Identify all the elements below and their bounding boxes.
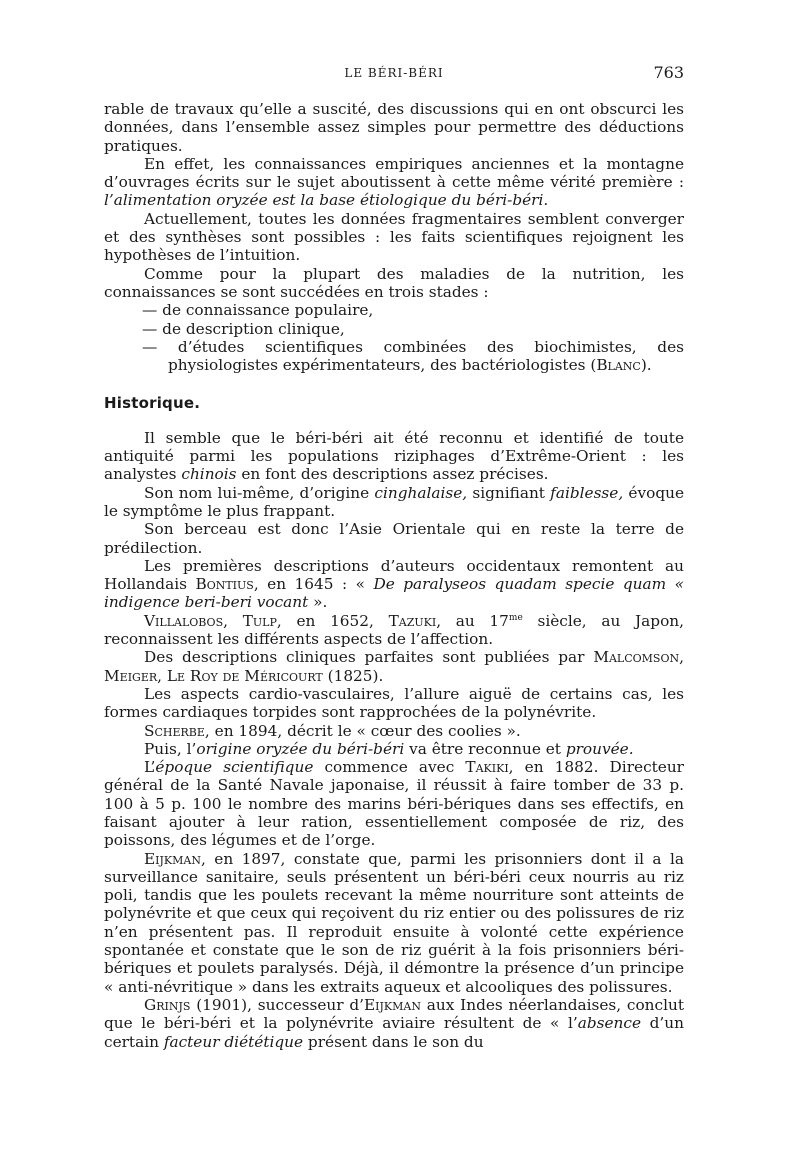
- text-run: Des descriptions cliniques parfaites sont publiées par: [144, 648, 594, 667]
- emphasis-text: absence: [577, 1014, 642, 1033]
- emphasis-text: prouvée.: [565, 739, 634, 758]
- text-run: ,: [157, 666, 167, 685]
- text-run: (1901), successeur d’: [190, 995, 364, 1014]
- text-run: siècle, au Japon, reconnaissent les différents aspects de l’affection.: [104, 611, 684, 649]
- paragraph: [104, 996, 684, 1051]
- paragraph: Son berceau est donc l’Asie Orientale qui en reste la terre de prédilection.: [104, 520, 684, 557]
- paragraph: [104, 612, 684, 649]
- paragraph: [104, 648, 684, 685]
- page-number: 763: [653, 63, 684, 82]
- paragraph: [104, 484, 684, 521]
- text-run: , en 1894, décrit le « cœur des coolies ».: [204, 721, 521, 740]
- paragraph: [104, 722, 684, 740]
- author-name: Le Roy de Méricourt: [166, 666, 323, 685]
- text-run: en font des descriptions assez précises.: [236, 465, 549, 484]
- text-run: , en 1882. Directeur général de la Santé Navale japonaise, il réussit à faire tomber de 33 p. 100 à 5 p. 100 le nombre des marins béri-bériques dans ses effectifs, en faisant ajouter à leur ration, essentiellement composée de riz, des poissons, des légumes et de l’orge.: [104, 758, 684, 850]
- author-name: Villalobos: [144, 611, 224, 630]
- text-run: , en 1897, constate que, parmi les prisonniers dont il a la surveillance sanitaire, seuls présentent un béri-béri ceux nourris au riz poli, tandis que les poulets recevant la même nourriture sont atteints de polynévrite et que ceux qui reçoivent du riz entier ou des polissures de riz n’en présentent pas. Il reproduit ensuite à volonté cette expérience spontanée et constate que le son de riz guérit à la fois prisonniers béri-bériques et poulets paralysés. Déjà, il démontre la présence d’un principe « anti-névritique » dans les extraits aqueux et alcooliques des polissures.: [104, 849, 684, 996]
- author-name: Eijkman: [144, 849, 201, 868]
- author-name: Bontius: [195, 575, 254, 594]
- list-item: [104, 338, 684, 375]
- paragraph: Actuellement, toutes les données fragmentaires semblent converger et des synthèses sont possibles : les faits scientifiques rejoignent les hypothèses de l’intuition.: [104, 209, 684, 265]
- text-run: , en 1645 : «: [253, 575, 374, 594]
- list-item: — de description clinique,: [142, 319, 345, 338]
- emphasis-text: chinois: [181, 465, 237, 484]
- text-run: Son nom lui-même, d’origine: [144, 483, 375, 502]
- superscript: me: [508, 612, 523, 623]
- text-run: Les premières descriptions d’auteurs occidentaux remontent au Hollandais: [104, 556, 684, 594]
- text-run: va être reconnue et: [404, 739, 566, 758]
- author-name: Malcomson: [593, 648, 680, 667]
- text-run: d’un certain: [104, 1014, 684, 1051]
- text-run: ».: [308, 593, 328, 612]
- section-heading: Historique.: [104, 394, 201, 413]
- author-name: Takiki: [465, 758, 509, 777]
- text-run: évoque le symptôme le plus frappant.: [104, 483, 685, 520]
- text-run: — d’études scientifiques combinées des biochimistes, des physiologistes expérimentateurs, des bactériologistes (: [142, 337, 684, 375]
- paragraph: rable de travaux qu’elle a suscité, des discussions qui en ont obscurci les données, dans l’ensemble assez simples pour permettre des déductions pratiques.: [104, 100, 684, 155]
- text-run: En effet, les connaissances empiriques anciennes et la montagne d’ouvrages écrits sur le sujet aboutissent à cette même vérité première :: [104, 154, 684, 192]
- text-run: ,: [679, 648, 684, 667]
- emphasis-text: faiblesse,: [550, 483, 624, 502]
- text-run: (1825).: [322, 666, 384, 685]
- emphasis-text: l’alimentation oryzée est la base étiologique du béri-béri.: [104, 191, 549, 210]
- text-run: présent dans le son du: [303, 1032, 484, 1051]
- author-name: Eijkman: [364, 995, 421, 1014]
- author-name: Tulp: [242, 611, 277, 630]
- emphasis-text: facteur diététique: [163, 1032, 304, 1051]
- list-item: — de connaissance populaire,: [142, 301, 374, 320]
- author-name: Tazuki: [388, 611, 437, 630]
- text-run: , en 1652,: [276, 611, 389, 630]
- paragraph: [104, 740, 684, 758]
- text-run: ,: [223, 611, 243, 630]
- paragraph: [104, 850, 684, 996]
- author-name: Blanc: [596, 356, 641, 375]
- paragraph: [104, 557, 684, 612]
- emphasis-text: origine oryzée du béri-béri: [196, 739, 405, 758]
- emphasis-text: cinghalaise,: [374, 483, 468, 502]
- text-run: L’: [144, 758, 156, 777]
- author-name: Meiger: [104, 666, 158, 685]
- paragraph: Les aspects cardio-vasculaires, l’allure aiguë de certains cas, les formes cardiaques torpides sont rapprochées de la polynévrite.: [104, 684, 684, 722]
- emphasis-text: époque scientifique: [155, 758, 314, 777]
- text-run: , au 17: [436, 611, 509, 630]
- text-run: aux Indes néerlandaises, conclut que le béri-béri et la polynévrite aviaire résultent de « l’: [104, 995, 684, 1033]
- text-run: ).: [640, 356, 652, 375]
- running-title: LE BÉRI-BÉRI: [344, 66, 444, 80]
- paragraph: [104, 155, 684, 210]
- author-name: Grinjs: [144, 995, 191, 1014]
- text-run: commence avec: [313, 758, 466, 777]
- page-header: [104, 63, 684, 88]
- text-run: signifiant: [467, 483, 551, 502]
- text-run: Il semble que le béri-béri ait été reconnu et identifié de toute antiquité parmi les populations riziphages d’Extrême-Orient : les analystes: [104, 428, 684, 484]
- document-body: [104, 100, 684, 1051]
- emphasis-text: De paralyseos quadam specie quam « indigence beri-beri vocant: [104, 575, 684, 612]
- author-name: Scherbe: [144, 721, 205, 740]
- paragraph: [104, 429, 684, 484]
- paragraph: Comme pour la plupart des maladies de la nutrition, les connaissances se sont succédées en trois stades :: [104, 264, 684, 301]
- text-run: Puis, l’: [144, 739, 197, 758]
- paragraph: [104, 758, 684, 849]
